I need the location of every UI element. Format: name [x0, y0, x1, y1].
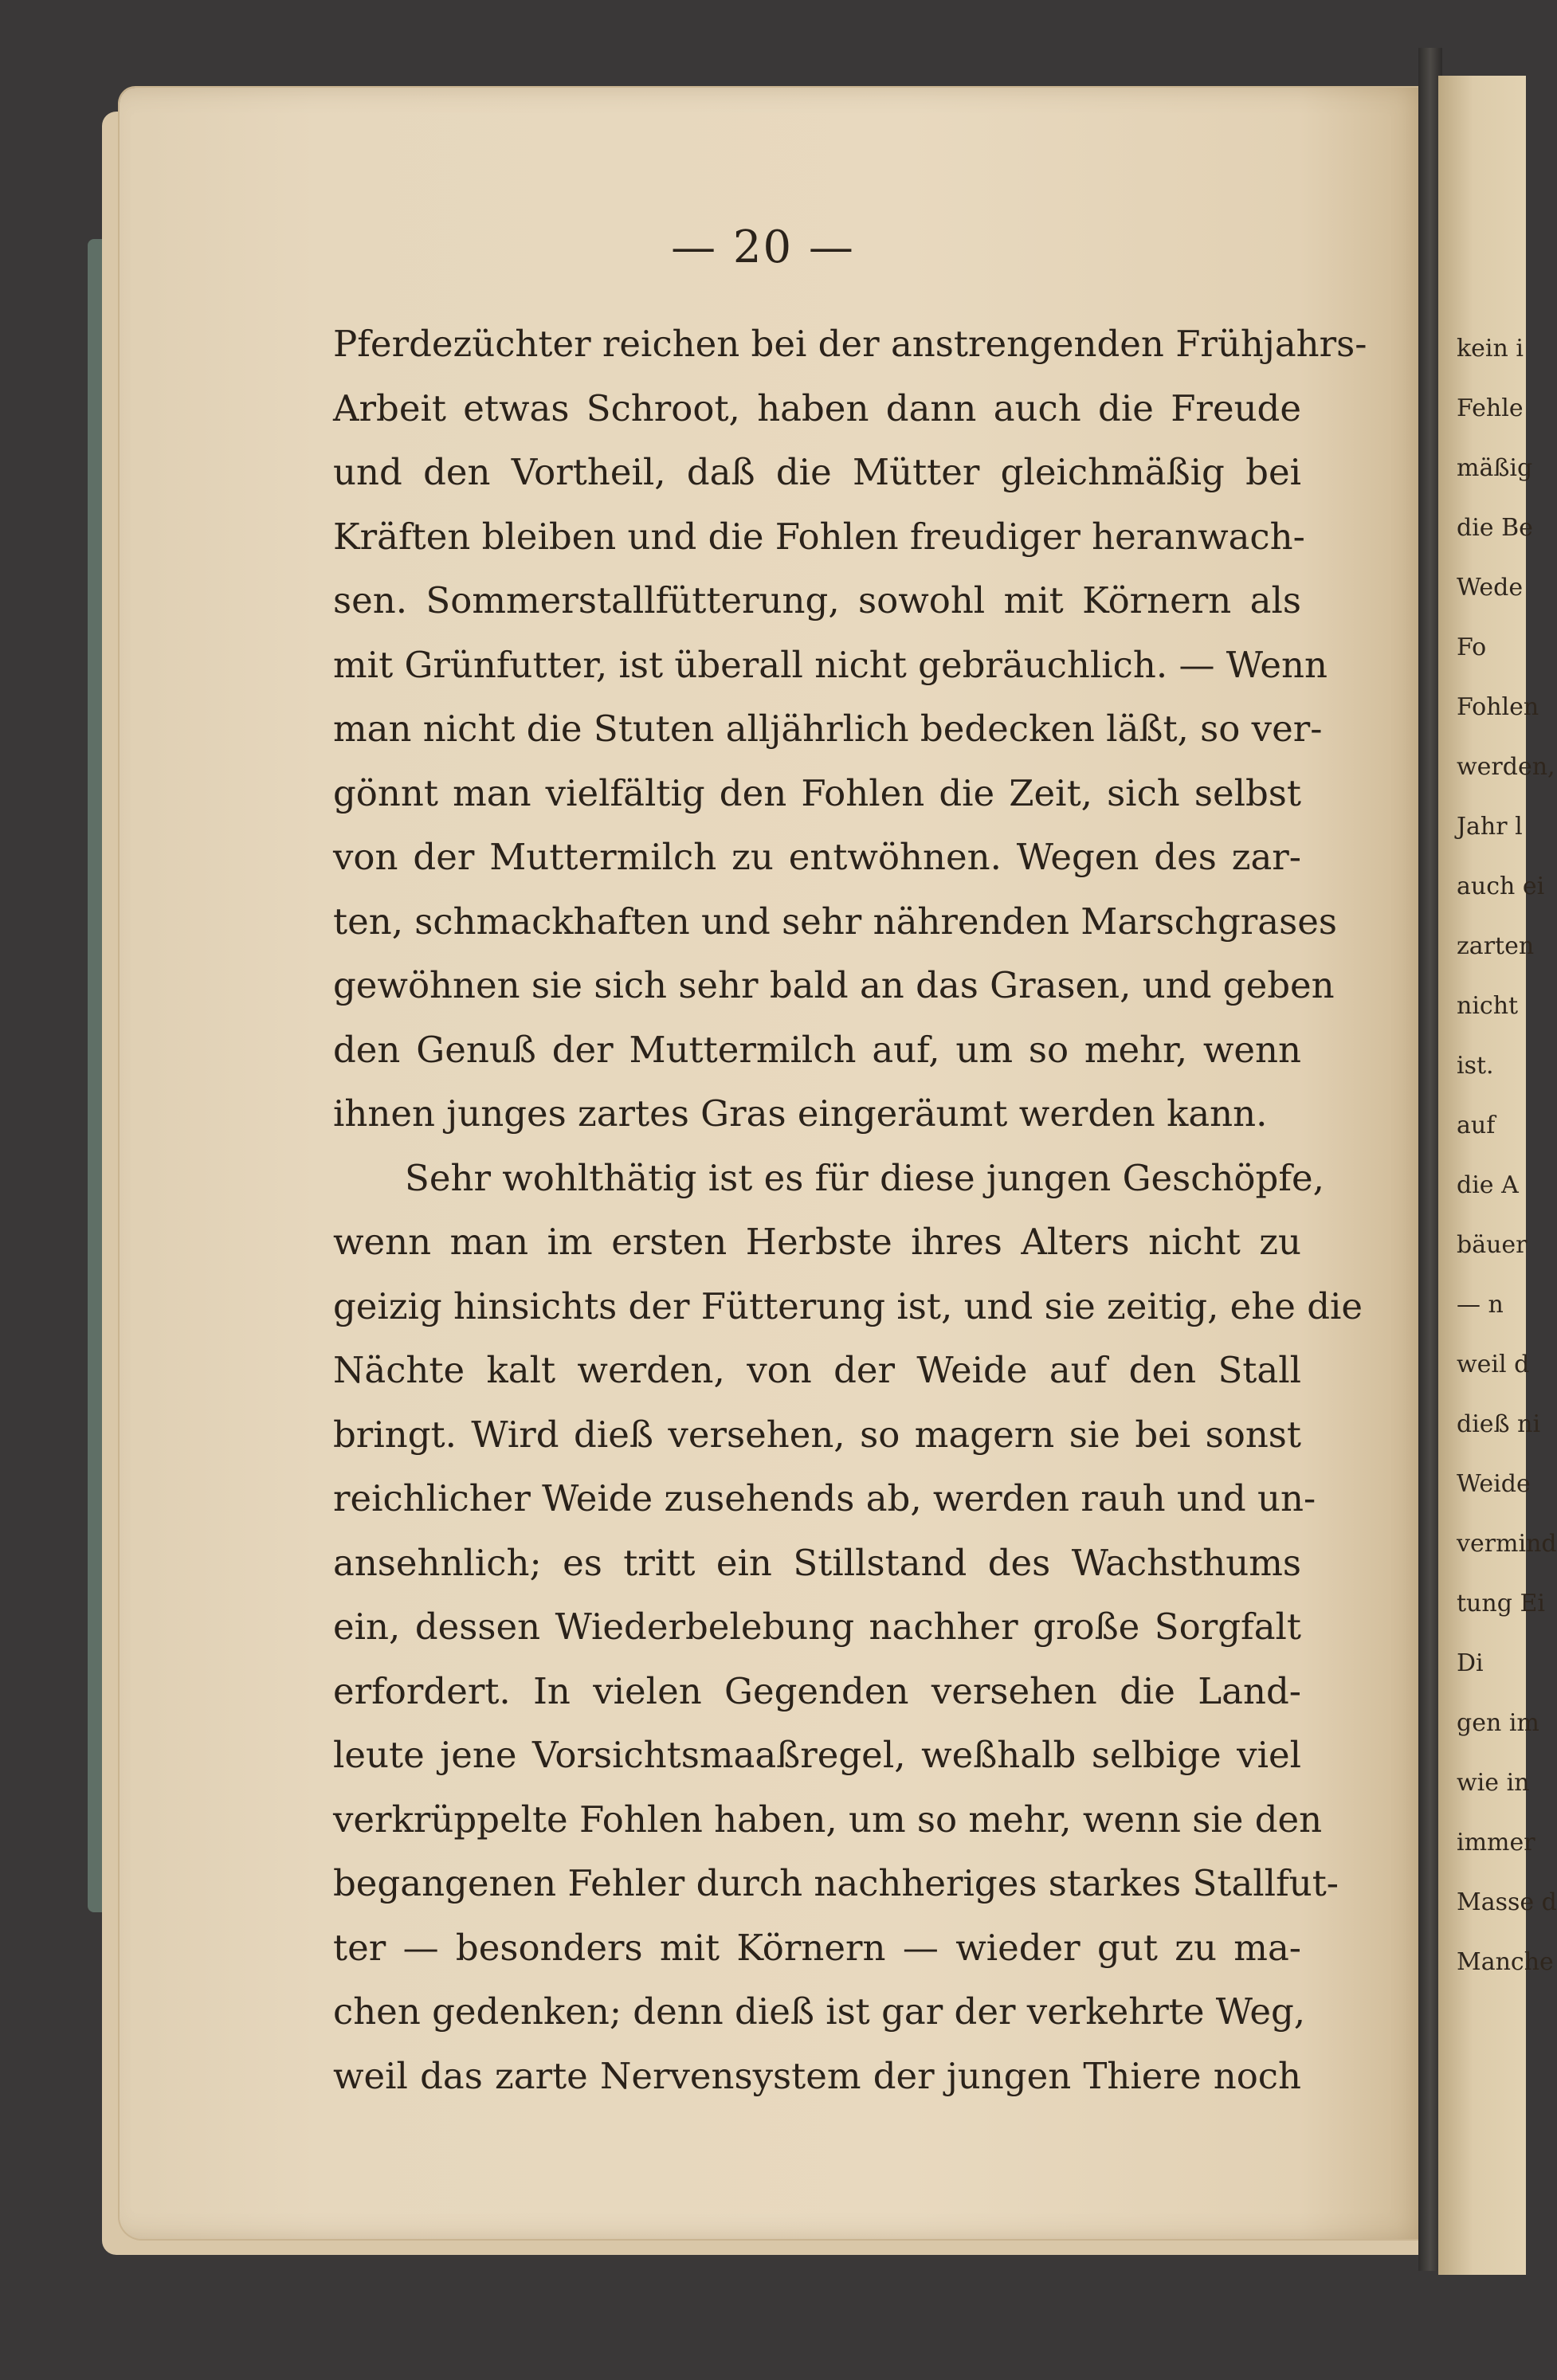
text-line: mit Grünfutter, ist überall nicht gebräuchlich. — Wenn	[333, 643, 1328, 686]
facing-page-fragment: Masse d	[1457, 1888, 1557, 1916]
text-line: Kräften bleiben und die Fohlen freudiger heranwach-	[333, 515, 1305, 558]
facing-page-fragment: nicht	[1457, 992, 1519, 1020]
facing-page-fragment: Weide	[1457, 1470, 1531, 1498]
facing-page-fragment: Fohlen	[1457, 693, 1539, 721]
page-number: — 20 —	[671, 222, 855, 273]
facing-page-fragment: auf	[1457, 1112, 1496, 1139]
text-line: weil das zarte Nervensystem der jungen Thiere noch	[333, 2054, 1301, 2097]
facing-page-fragment: Di	[1457, 1649, 1484, 1677]
facing-page-fragment: Jahr l	[1457, 813, 1523, 841]
facing-page-fragment: dieß ni	[1457, 1410, 1541, 1438]
text-line: ihnen junges zartes Gras eingeräumt werden kann.	[333, 1092, 1268, 1135]
facing-page-fragment: ist.	[1457, 1052, 1494, 1080]
facing-page-fragment: — n	[1457, 1291, 1504, 1319]
text-line: wenn man im ersten Herbste ihres Alters nicht zu	[333, 1221, 1301, 1263]
facing-page-fragment: Wede	[1457, 574, 1524, 602]
text-line: Arbeit etwas Schroot, haben dann auch die Freude	[333, 386, 1301, 429]
text-line: ein, dessen Wiederbelebung nachher große Sorgfalt	[333, 1606, 1301, 1648]
facing-page-fragment: vermind	[1457, 1530, 1557, 1558]
text-line: chen gedenken; denn dieß ist gar der verkehrte Weg,	[333, 1990, 1306, 2033]
text-line: von der Muttermilch zu entwöhnen. Wegen des zar-	[333, 836, 1301, 878]
facing-page-fragment: die Be	[1457, 514, 1533, 542]
text-line: gönnt man vielfältig den Fohlen die Zeit, sich selbst	[333, 771, 1301, 814]
facing-page-fragment: auch ei	[1457, 872, 1545, 900]
text-line: Sehr wohlthätig ist es für diese jungen Geschöpfe,	[405, 1156, 1324, 1199]
body-text	[333, 312, 1367, 2108]
text-line: ansehnlich; es tritt ein Stillstand des Wachsthums	[333, 1541, 1301, 1584]
text-line: leute jene Vorsichtsmaaßregel, weßhalb selbige viel	[333, 1734, 1301, 1776]
text-line: Pferdezüchter reichen bei der anstrengenden Frühjahrs-	[333, 323, 1367, 365]
text-line: ter — besonders mit Körnern — wieder gut zu ma-	[333, 1926, 1301, 1969]
text-line: man nicht die Stuten alljährlich bedecken läßt, so ver-	[333, 708, 1323, 750]
text-line: gewöhnen sie sich sehr bald an das Grasen, und geben	[333, 964, 1335, 1006]
text-line: verkrüppelte Fohlen haben, um so mehr, wenn sie den	[333, 1798, 1323, 1841]
text-line: sen. Sommerstallfütterung, sowohl mit Körnern als	[333, 579, 1301, 621]
text-line: und den Vortheil, daß die Mütter gleichmäßig bei	[333, 451, 1301, 493]
facing-page-fragment: tung Ei	[1457, 1590, 1545, 1617]
text-line: begangenen Fehler durch nachheriges starkes Stallfut-	[333, 1862, 1339, 1904]
text-line: den Genuß der Muttermilch auf, um so mehr, wenn	[333, 1028, 1301, 1071]
text-line: geizig hinsichts der Fütterung ist, und sie zeitig, ehe die	[333, 1284, 1363, 1327]
facing-page-fragment: kein i	[1457, 335, 1524, 363]
text-line: Nächte kalt werden, von der Weide auf den Stall	[333, 1349, 1301, 1391]
text-line: ten, schmackhaften und sehr nährenden Marschgrases	[333, 900, 1337, 943]
facing-page-fragment: bäuer	[1457, 1231, 1528, 1259]
text-line: reichlicher Weide zusehends ab, werden rauh und un-	[333, 1477, 1316, 1519]
facing-page-fragment: Manche	[1457, 1948, 1554, 1976]
facing-page-fragment: die A	[1457, 1171, 1519, 1199]
facing-page-fragment: Fo	[1457, 633, 1487, 661]
facing-page-fragment: mäßig	[1457, 454, 1533, 482]
facing-page-fragment: werden,	[1457, 753, 1555, 781]
text-line: erfordert. In vielen Gegenden versehen die Land-	[333, 1669, 1301, 1712]
facing-page-fragment: immer	[1457, 1829, 1535, 1857]
facing-page-fragment: zarten	[1457, 932, 1535, 960]
facing-page-fragment: wie in	[1457, 1769, 1530, 1797]
facing-page-fragment: weil d	[1457, 1351, 1530, 1378]
facing-page-fragment: gen im	[1457, 1709, 1539, 1737]
facing-page-fragment: Fehle	[1457, 394, 1524, 422]
facing-page-text	[1457, 319, 1557, 1992]
text-line: bringt. Wird dieß versehen, so magern sie bei sonst	[333, 1413, 1301, 1456]
